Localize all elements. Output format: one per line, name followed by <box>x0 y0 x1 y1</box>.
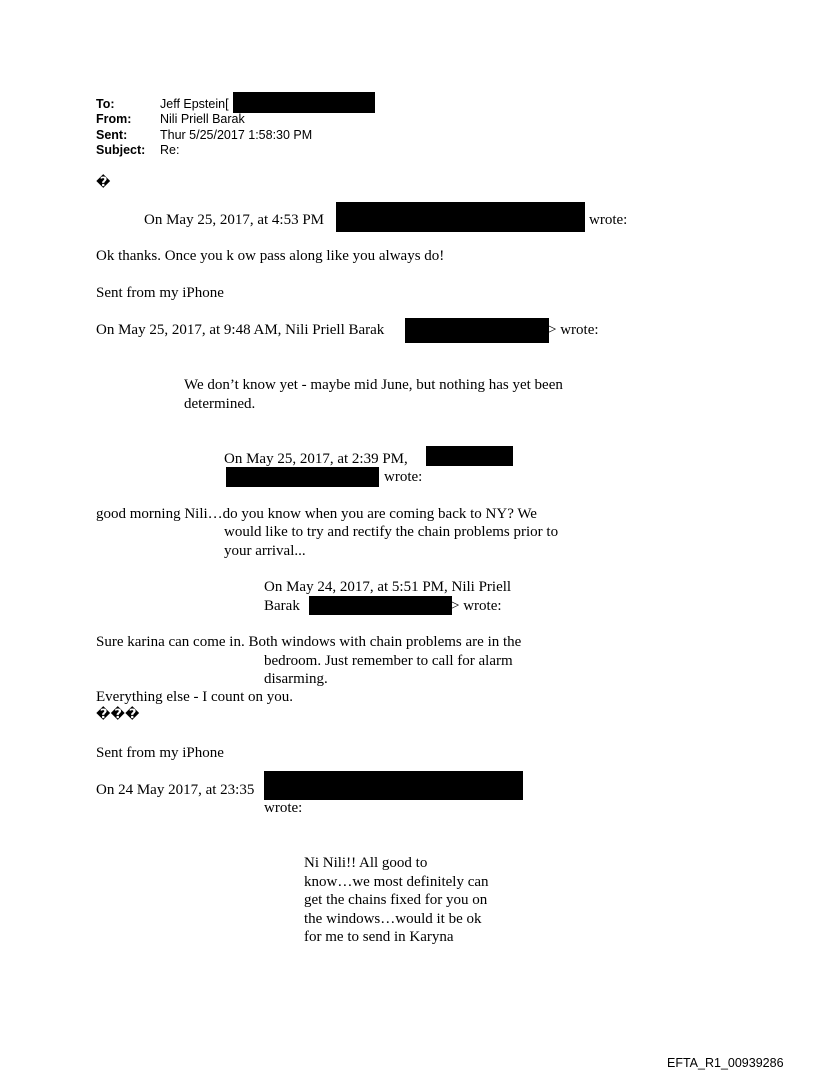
redaction-box <box>336 202 585 232</box>
to-value: Jeff Epstein[ <box>160 97 229 111</box>
message-line: Ok thanks. Once you k ow pass along like you always do! <box>96 248 445 264</box>
quote-header-prefix: On May 25, 2017, at 4:53 PM <box>144 212 324 228</box>
redaction-box <box>226 467 379 487</box>
bates-number: EFTA_R1_00939286 <box>667 1056 784 1070</box>
subject-label: Subject: <box>96 143 146 157</box>
redaction-box <box>264 771 523 800</box>
quote-header-prefix: On May 25, 2017, at 9:48 AM, Nili Priell Barak <box>96 322 385 338</box>
signature-line: Sent from my iPhone <box>96 745 224 761</box>
message-line: good morning Nili…do you know when you are coming back to NY? We <box>96 506 537 522</box>
sent-label: Sent: <box>96 128 128 142</box>
quote-header-suffix: wrote: <box>384 469 423 485</box>
message-line: the windows…would it be ok <box>304 911 482 927</box>
to-label: To: <box>96 97 115 111</box>
message-line: get the chains fixed for you on <box>304 892 488 908</box>
message-line: for me to send in Karyna <box>304 929 454 945</box>
replacement-characters: ��� <box>96 707 140 722</box>
redaction-box <box>426 446 513 466</box>
quote-header-line: On May 24, 2017, at 5:51 PM, Nili Priell <box>264 579 512 595</box>
quote-header-prefix: On May 25, 2017, at 2:39 PM, <box>224 451 408 467</box>
message-line: disarming. <box>264 671 328 687</box>
replacement-character: � <box>96 175 111 190</box>
quote-header-suffix: > wrote: <box>451 598 502 614</box>
message-line: your arrival... <box>224 543 306 559</box>
redaction-box <box>233 92 375 113</box>
quote-header-suffix: wrote: <box>589 212 628 228</box>
from-label: From: <box>96 112 132 126</box>
message-line: determined. <box>184 396 256 412</box>
message-line: Sure karina can come in. Both windows with chain problems are in the <box>96 634 522 650</box>
message-line: We don’t know yet - maybe mid June, but nothing has yet been <box>184 377 563 393</box>
quote-header-prefix: On 24 May 2017, at 23:35 <box>96 782 255 798</box>
sent-value: Thur 5/25/2017 1:58:30 PM <box>160 128 313 142</box>
quote-header-suffix: wrote: <box>264 800 303 816</box>
redaction-box <box>309 596 452 615</box>
quote-header-prefix: Barak <box>264 598 300 614</box>
signature-line: Sent from my iPhone <box>96 285 224 301</box>
message-line: bedroom. Just remember to call for alarm <box>264 653 513 669</box>
message-line: know…we most definitely can <box>304 874 489 890</box>
message-line: would like to try and rectify the chain problems prior to <box>224 524 559 540</box>
message-line: Everything else - I count on you. <box>96 689 294 705</box>
from-value: Nili Priell Barak <box>160 112 245 126</box>
subject-value: Re: <box>160 143 180 157</box>
redaction-box <box>405 318 549 343</box>
message-line: Ni Nili!! All good to <box>304 855 428 871</box>
quote-header-suffix: > wrote: <box>548 322 599 338</box>
